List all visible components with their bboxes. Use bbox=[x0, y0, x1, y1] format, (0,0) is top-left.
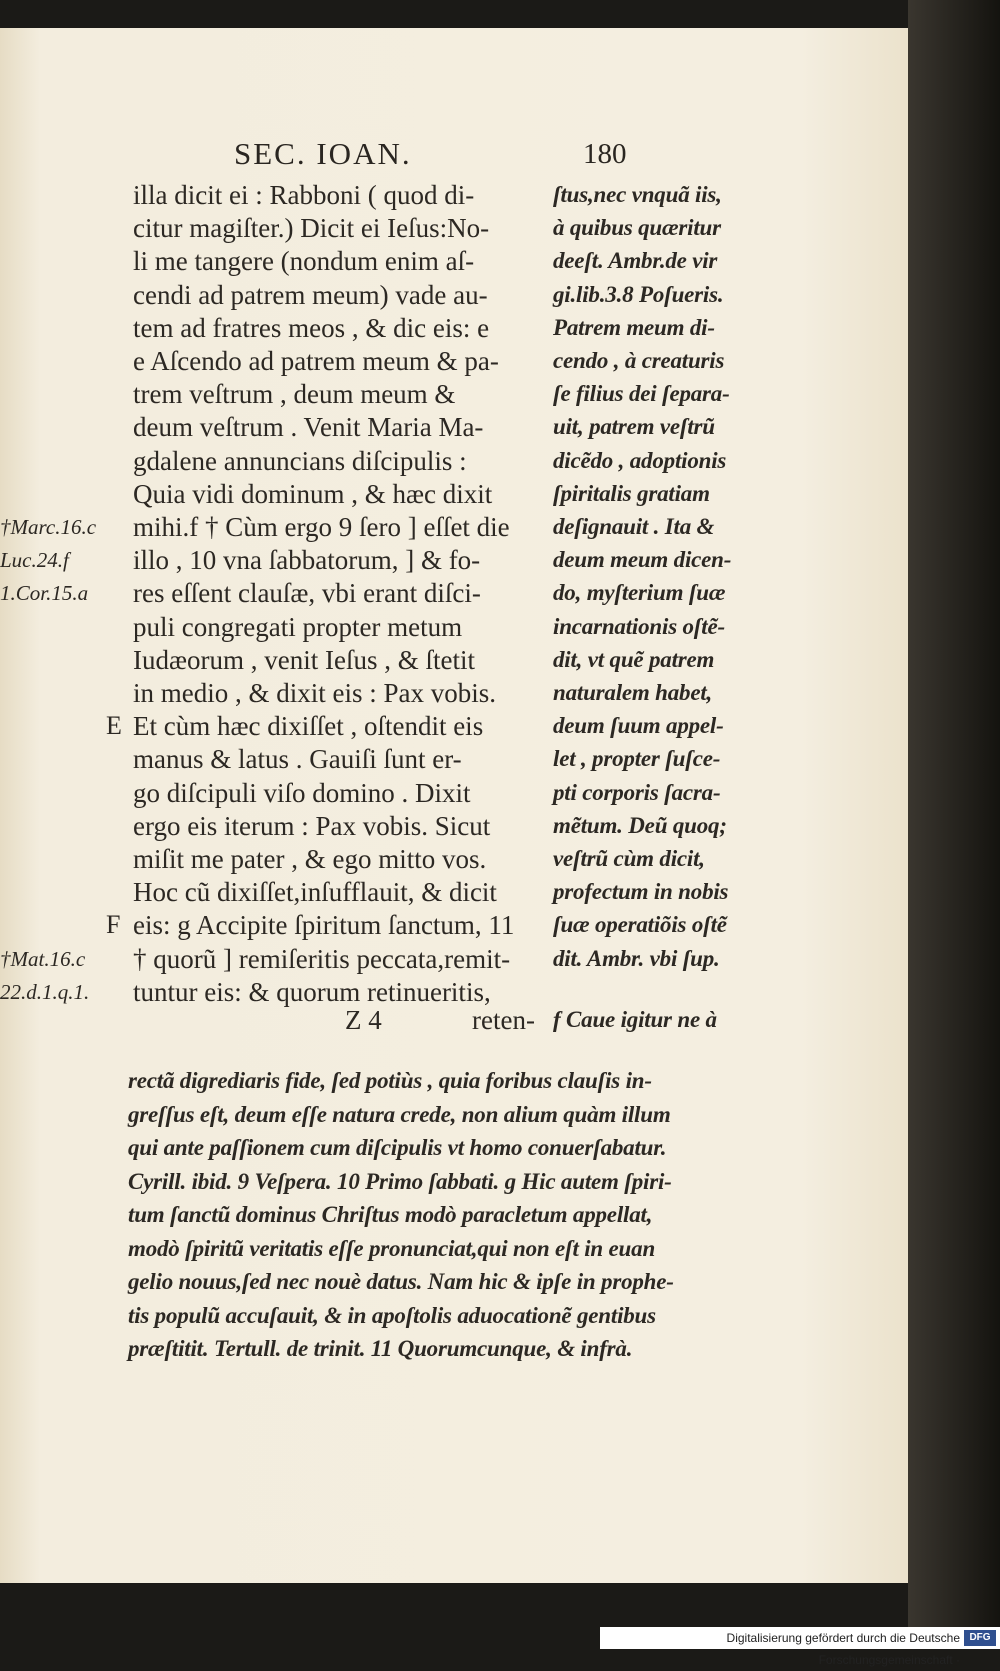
gloss-line: dit. Ambr. vbi ſup. bbox=[553, 945, 720, 971]
body-text-line: eis: g Accipite ſpiritum ſanctum, 11 bbox=[133, 910, 515, 941]
marginal-reference: 1.Cor.15.a bbox=[0, 581, 89, 606]
body-text-line: Iudæorum , venit Ieſus , & ſtetit bbox=[133, 644, 475, 675]
body-text-line: gdalene annuncians diſcipulis : bbox=[133, 445, 467, 476]
footnote-line: gelio nouus,ſed nec nouè datus. Nam hic & ipſe in prophe- bbox=[128, 1269, 674, 1294]
text-line bbox=[0, 809, 908, 843]
body-text-line: ergo eis iterum : Pax vobis. Sicut bbox=[133, 810, 491, 841]
gloss-line: deum ſuum appel- bbox=[553, 713, 724, 739]
body-text-line: mihi.f † Cùm ergo 9 ſero ] eſſet die bbox=[133, 512, 510, 542]
folio-number: 180 bbox=[583, 138, 627, 170]
body-text-line: trem veſtrum , deum meum & bbox=[133, 379, 456, 410]
gloss-line: pti corporis ſacra- bbox=[553, 779, 721, 805]
text-line bbox=[0, 842, 908, 876]
text-line bbox=[0, 377, 908, 411]
footnote-line: rectã digrediaris fide, ſed potiùs , quia foribus clauſis in- bbox=[128, 1068, 652, 1093]
gloss-line: profectum in nobis bbox=[553, 879, 729, 905]
gloss-line: ſtus,nec vnquã iis, bbox=[553, 182, 722, 207]
body-text-line: tem ad fratres meos , & dic eis: e bbox=[133, 312, 490, 343]
body-text-line: miſit me pater , & ego mitto vos. bbox=[133, 844, 487, 874]
text-line bbox=[0, 278, 908, 312]
text-line bbox=[0, 942, 908, 976]
text-line bbox=[0, 311, 908, 345]
gloss-line: deeſt. Ambr.de vir bbox=[553, 248, 718, 274]
gloss-line: cendo , à creaturis bbox=[553, 348, 725, 373]
body-text-line: illa dicit ei : Rabboni ( quod di- bbox=[133, 180, 475, 210]
text-line bbox=[0, 543, 908, 577]
text-line bbox=[0, 776, 908, 810]
section-letter: F bbox=[106, 910, 121, 940]
gloss-line: gi.lib.3.8 Poſueris. bbox=[553, 281, 724, 307]
scan-background-edge bbox=[908, 0, 1000, 1649]
gloss-line: naturalem habet, bbox=[553, 680, 713, 705]
footnote-line: greſſus eſt, deum eſſe natura crede, non alium quàm illum bbox=[128, 1101, 671, 1127]
body-text-line: in medio , & dixit eis : Pax vobis. bbox=[133, 678, 496, 708]
footnote-line: qui ante paſſionem cum diſcipulis vt homo conuerſabatur. bbox=[128, 1135, 667, 1160]
gloss-line: dicẽdo , adoptionis bbox=[553, 447, 727, 473]
book-page bbox=[0, 28, 908, 1583]
text-line bbox=[0, 875, 908, 909]
marginal-reference: †Mat.16.c bbox=[0, 946, 86, 971]
footnote-line: præſtitit. Tertull. de trinit. 11 Quorumcunque, & infrà. bbox=[128, 1336, 633, 1361]
body-text-line: li me tangere (nondum enim aſ- bbox=[133, 246, 475, 277]
gloss-line: ſuæ operatiõis oſtẽ bbox=[553, 912, 727, 938]
gloss-line: mẽtum. Deũ quoq; bbox=[553, 812, 727, 838]
body-text-line: deum veſtrum . Venit Maria Ma- bbox=[133, 412, 484, 443]
body-text-line: e Aſcendo ad patrem meum & pa- bbox=[133, 346, 499, 376]
marginal-reference: Luc.24.f bbox=[0, 548, 69, 573]
text-line bbox=[0, 676, 908, 710]
dfg-logo: DFG bbox=[964, 1630, 996, 1646]
body-text-line: tuntur eis: & quorum retinueritis, bbox=[133, 976, 491, 1007]
body-text-line: go diſcipuli viſo domino . Dixit bbox=[133, 777, 471, 808]
text-line bbox=[0, 344, 908, 378]
catchline bbox=[0, 1003, 908, 1037]
text-line bbox=[0, 211, 908, 245]
gloss-line: deum meum dicen- bbox=[553, 547, 732, 573]
digitization-banner: Digitalisierung gefördert durch die Deutsche Forschungsgemeinschaft · bbox=[600, 1627, 1000, 1649]
text-line bbox=[0, 444, 908, 478]
text-line bbox=[0, 610, 908, 644]
gloss-line: Patrem meum di- bbox=[553, 314, 715, 340]
body-text-line: † quorũ ] remiſeritis peccata,remit- bbox=[133, 943, 511, 974]
text-line bbox=[0, 643, 908, 677]
text-line bbox=[0, 178, 908, 212]
footnote-line: modò ſpiritũ veritatis eſſe pronunciat,qui non eſt in euan bbox=[128, 1235, 656, 1261]
marginal-reference: 22.d.1.q.1. bbox=[0, 979, 90, 1004]
text-line bbox=[0, 908, 908, 942]
body-text-line: Quia vidi dominum , & hæc dixit bbox=[133, 478, 493, 509]
section-letter: E bbox=[106, 711, 122, 741]
body-text-line: cendi ad patrem meum) vade au- bbox=[133, 279, 488, 310]
running-head: SEC. IOAN. bbox=[234, 136, 412, 171]
gloss-line: do, myſterium ſuæ bbox=[553, 580, 726, 606]
catchline-gloss: f Caue igitur ne à bbox=[553, 1007, 717, 1032]
gloss-line: uit, patrem veſtrũ bbox=[553, 414, 715, 440]
gloss-line: deſignauit . Ita & bbox=[553, 514, 715, 539]
gloss-line: à quibus quæritur bbox=[553, 215, 721, 241]
text-line bbox=[0, 244, 908, 278]
gloss-line: dit, vt quẽ patrem bbox=[553, 646, 715, 672]
text-line bbox=[0, 742, 908, 776]
gloss-line: veſtrũ cùm dicit, bbox=[553, 846, 705, 871]
text-line bbox=[0, 477, 908, 511]
gloss-line: let , propter ſuſce- bbox=[553, 746, 721, 772]
body-text-line: puli congregati propter metum bbox=[133, 611, 463, 642]
gloss-line: ſpiritalis gratiam bbox=[553, 480, 710, 506]
footnote-line: Cyrill. ibid. 9 Veſpera. 10 Primo ſabbati. g Hic autem ſpiri- bbox=[128, 1168, 672, 1194]
text-line bbox=[0, 410, 908, 444]
signature-mark: Z 4 bbox=[345, 1005, 382, 1035]
body-text-line: Et cùm hæc dixiſſet , oſtendit eis bbox=[133, 711, 484, 742]
text-line bbox=[0, 510, 908, 544]
body-text-line: manus & latus . Gauiſi ſunt er- bbox=[133, 744, 462, 775]
body-text-line: res eſſent clauſæ, vbi erant diſci- bbox=[133, 578, 481, 609]
page-header bbox=[0, 136, 908, 176]
body-text-line: Hoc cũ dixiſſet,inſufflauit, & dicit bbox=[133, 877, 497, 908]
footnote-line: tum ſanctũ dominus Chriſtus modò paracletum appellat, bbox=[128, 1202, 653, 1227]
footnote-line: tis populũ accuſauit, & in apoſtolis aduocationẽ gentibus bbox=[128, 1302, 656, 1328]
marginal-reference: †Marc.16.c bbox=[0, 515, 97, 539]
body-text-line: citur magiſter.) Dicit ei Ieſus:No- bbox=[133, 213, 490, 244]
text-line bbox=[0, 709, 908, 743]
gloss-line: incarnationis oſtẽ- bbox=[553, 613, 725, 639]
catchword: reten- bbox=[472, 1005, 535, 1035]
gloss-line: ſe filius dei ſepara- bbox=[553, 381, 730, 407]
body-text-line: illo , 10 vna ſabbatorum, ] & fo- bbox=[133, 545, 481, 576]
text-line bbox=[0, 576, 908, 610]
